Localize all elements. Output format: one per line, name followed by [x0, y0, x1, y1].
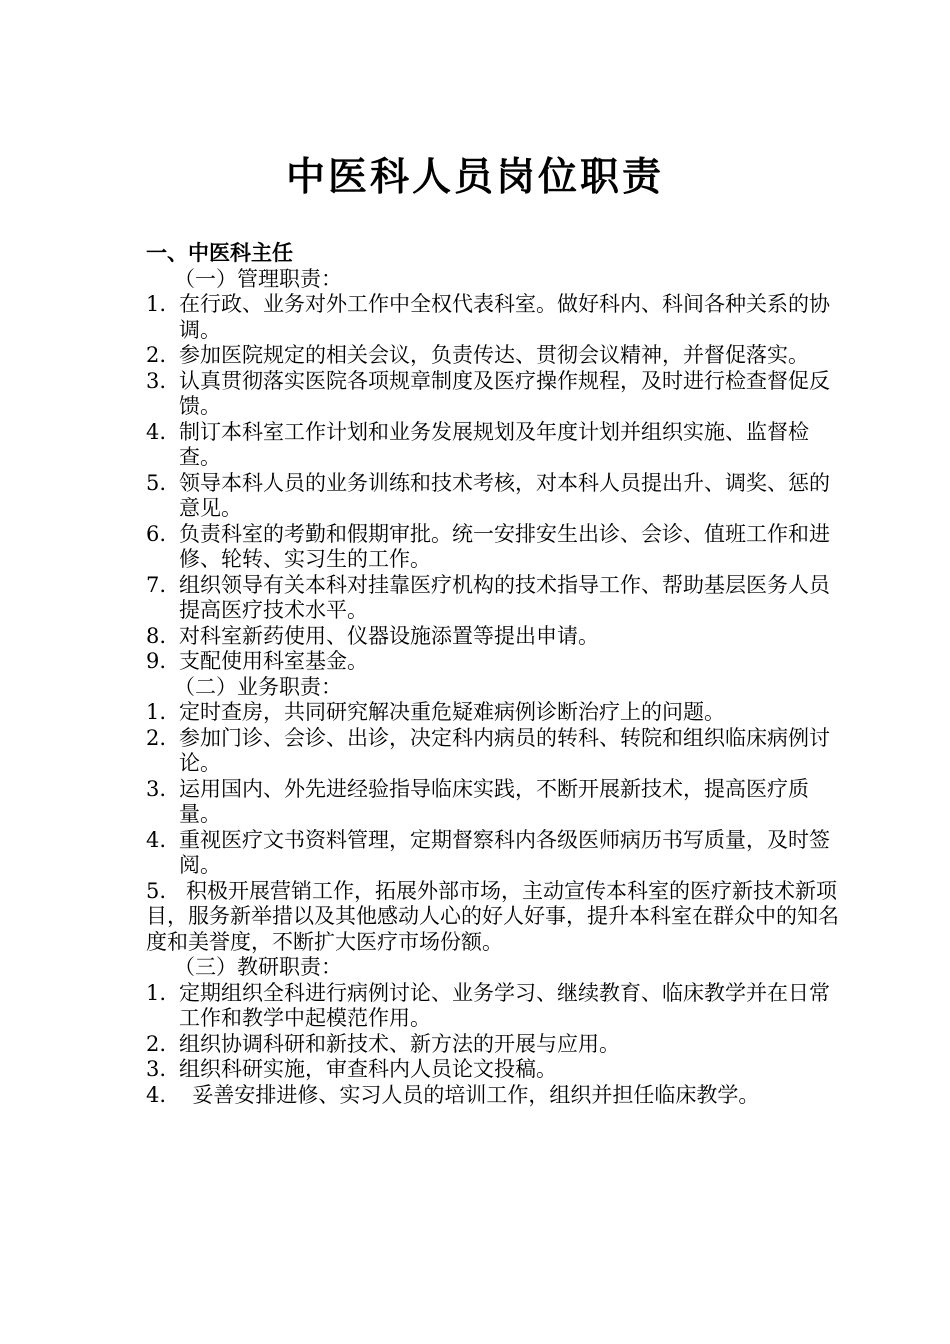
list-item [146, 828, 846, 879]
item-text: 妥善安排进修、实习人员的培训工作，组织并担任临床教学。 [179, 1082, 760, 1107]
item-text: 领导本科人员的业务训练和技术考核，对本科人员提出升、调奖、惩的意见。 [179, 470, 830, 520]
list-item [146, 981, 846, 1032]
item-number: 3. [146, 368, 167, 393]
item-number: 2. [146, 1031, 167, 1056]
group-heading: （二）业务职责： [174, 674, 342, 699]
list-item [146, 649, 846, 675]
list-item [146, 292, 846, 343]
list-item [146, 471, 846, 522]
group-management [146, 267, 846, 675]
group-teaching-research [146, 955, 846, 1108]
item-number: 4. [146, 827, 167, 852]
list-item [146, 777, 846, 828]
item-number: 2. [146, 343, 167, 367]
item-number: 6. [146, 521, 167, 546]
document-body [146, 241, 846, 1108]
item-number: 1. [146, 292, 167, 316]
item-text: 重视医疗文书资料管理，定期督察科内各级医师病历书写质量，及时签阅。 [179, 827, 830, 877]
item-text: 组织协调科研和新技术、新方法的开展与应用。 [179, 1031, 620, 1056]
item-text: 对科室新药使用、仪器设施添置等提出申请。 [179, 623, 599, 648]
list-item [146, 522, 846, 573]
item-number: 4. [146, 1082, 167, 1107]
item-text: 组织领导有关本科对挂靠医疗机构的技术指导工作、帮助基层医务人员提高医疗技术水平。 [179, 572, 830, 622]
item-number: 2. [146, 725, 167, 750]
list-item [146, 624, 846, 650]
item-text: 认真贯彻落实医院各项规章制度及医疗操作规程，及时进行检查督促反馈。 [179, 368, 830, 418]
group-business [146, 675, 846, 956]
group-heading: （一）管理职责： [174, 266, 342, 291]
paragraph-item: 5. 积极开展营销工作，拓展外部市场，主动宣传本科室的医疗新技术新项目，服务新举措以及其他感动人心的好人好事，提升本科室在群众中的知名度和美誉度，不断扩大医疗市场份额。 [146, 878, 839, 954]
item-text: 在行政、业务对外工作中全权代表科室。做好科内、科间各种关系的协调。 [179, 292, 830, 342]
list-item [146, 1083, 846, 1109]
list-item [146, 1057, 846, 1083]
item-text: 参加门诊、会诊、出诊，决定科内病员的转科、转院和组织临床病例讨论。 [179, 725, 830, 775]
list-item [146, 573, 846, 624]
item-text: 定时查房，共同研究解决重危疑难病例诊断治疗上的问题。 [179, 700, 725, 724]
item-text: 定期组织全科进行病例讨论、业务学习、继续教育、临床教学并在日常工作和教学中起模范作用。 [179, 980, 830, 1030]
section-heading: 一、中医科主任 [146, 241, 293, 265]
group-heading: （三）教研职责： [174, 955, 342, 979]
item-text: 支配使用科室基金。 [179, 649, 368, 673]
item-text: 负责科室的考勤和假期审批。统一安排安生出诊、会诊、值班工作和进修、轮转、实习生的工作。 [179, 521, 830, 571]
list-item [146, 700, 846, 726]
page-title: 中医科人员岗位职责 [285, 155, 664, 200]
list-item [146, 343, 846, 369]
item-number: 5. [146, 470, 167, 495]
item-text: 参加医院规定的相关会议，负责传达、贯彻会议精神，并督促落实。 [179, 343, 809, 367]
item-number: 8. [146, 623, 167, 648]
item-text: 运用国内、外先进经验指导临床实践，不断开展新技术，提高医疗质量。 [179, 776, 809, 826]
item-text: 制订本科室工作计划和业务发展规划及年度计划并组织实施、监督检查。 [179, 419, 809, 469]
item-number: 7. [146, 572, 167, 597]
list-item [146, 1032, 846, 1058]
item-number: 1. [146, 700, 167, 724]
item-number: 4. [146, 419, 167, 444]
item-number: 3. [146, 1057, 167, 1081]
list-item [146, 420, 846, 471]
item-number: 9. [146, 649, 167, 673]
list-item [146, 726, 846, 777]
item-number: 3. [146, 776, 167, 801]
item-text: 组织科研实施，审查科内人员论文投稿。 [179, 1057, 557, 1081]
list-item [146, 369, 846, 420]
item-number: 1. [146, 980, 167, 1005]
